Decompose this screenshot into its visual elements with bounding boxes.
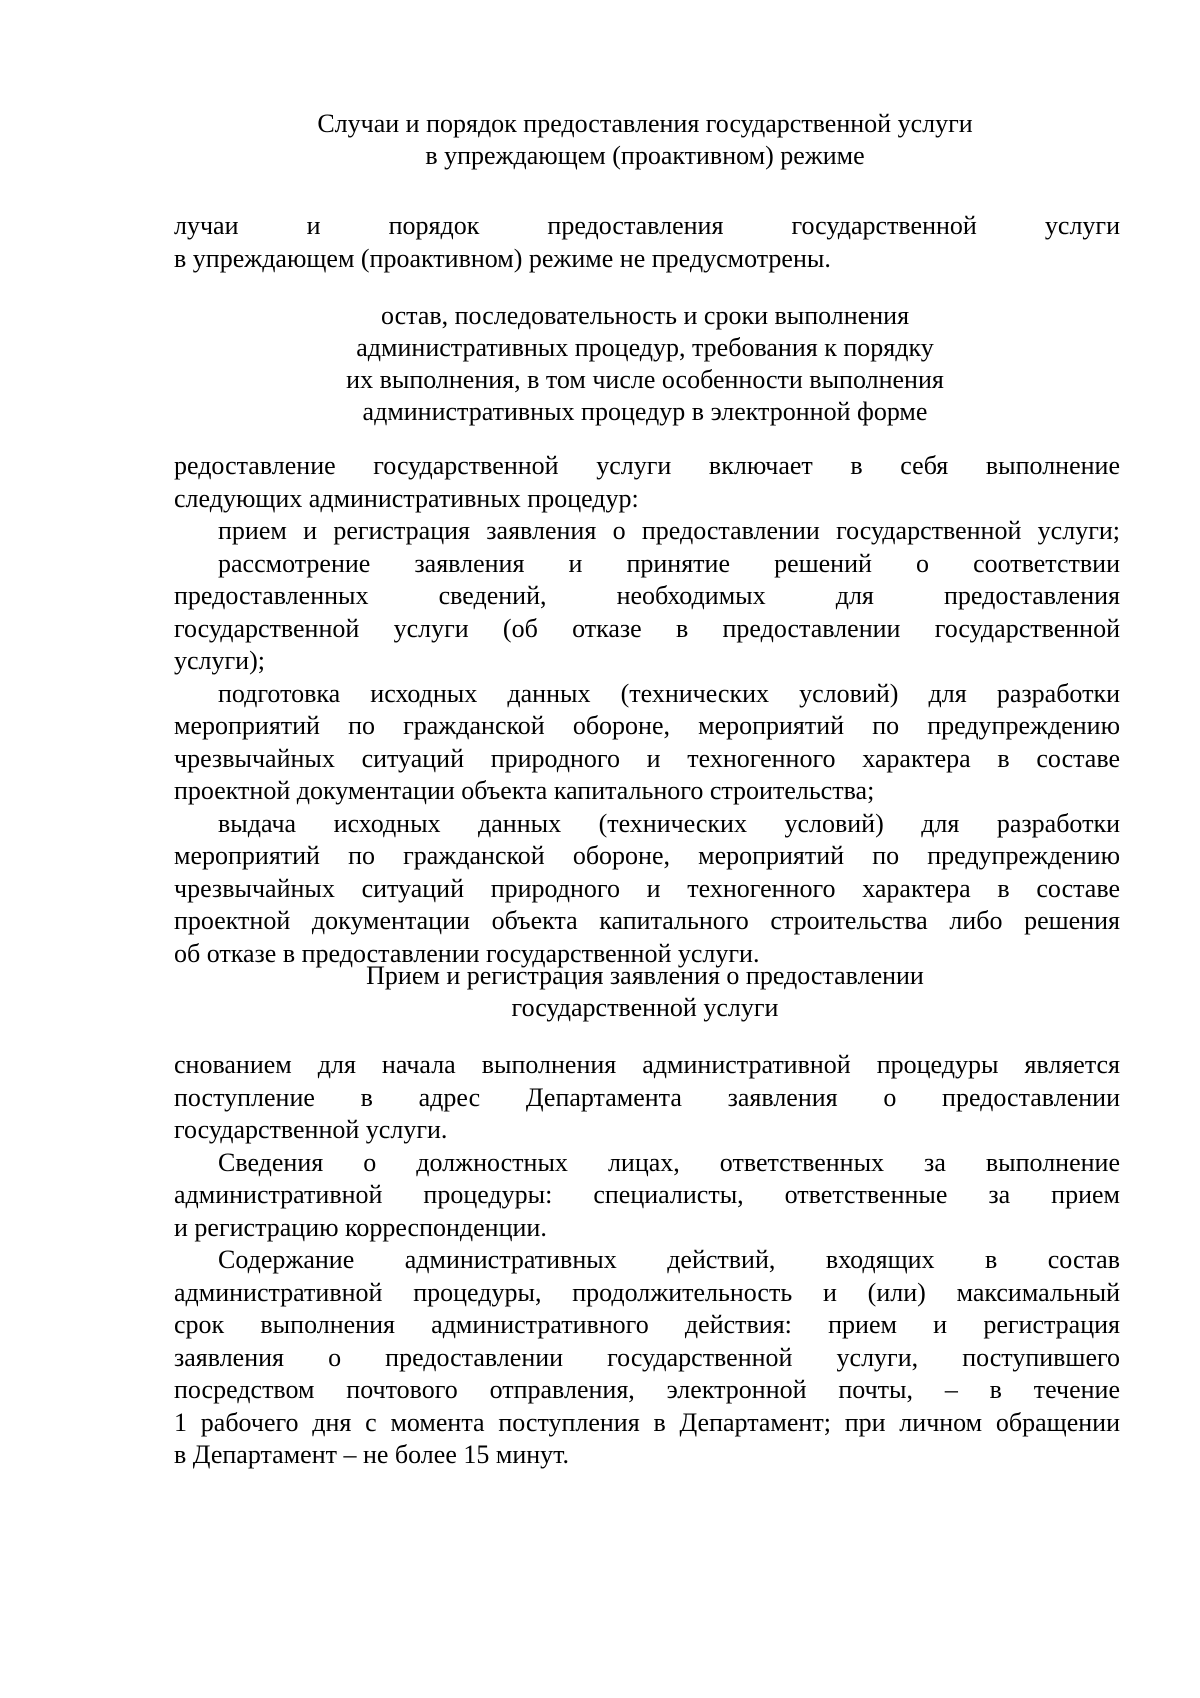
text-line: лучаи и порядок предоставления государственной услуги [174,211,1120,240]
text-line: выдача исходных данных (технических условий) для разработки [218,808,1120,838]
text-line: административной процедуры, продолжительность и (или) максимальный [174,1277,1120,1307]
text-line: заявления о предоставлении государственной услуги, поступившего [174,1342,1120,1372]
heading-line: государственной услуги [511,993,779,1022]
text-line: 1 рабочего дня с момента поступления в Департамент; при личном обращении [174,1407,1120,1437]
text-line: услуги); [174,646,265,675]
heading-line: Прием и регистрация заявления о предоставлении [366,961,924,990]
text-line: следующих административных процедур: [174,483,639,513]
text-line: административной процедуры: специалисты, ответственные за прием [174,1180,1120,1209]
paragraph-registration-details [174,1049,1120,1472]
text-line: Содержание административных действий, входящих в состав [218,1245,1120,1274]
text-line: в упреждающем (проактивном) режиме не предусмотрены. [174,243,831,273]
text-line: посредством почтового отправления, электронной почты, – в течение [174,1375,1120,1404]
text-line: снованием для начала выполнения административной процедуры является [174,1050,1120,1079]
text-line: и регистрацию корреспонденции. [174,1212,547,1242]
text-line: государственной услуги (об отказе в предоставлении государственной [174,613,1120,643]
text-line: рассмотрение заявления и принятие решений о соответствии [218,548,1120,578]
text-line: подготовка исходных данных (технических условий) для разработки [218,678,1120,708]
paragraph-proactive-not-provided [174,210,1120,275]
text-line: срок выполнения административного действия: прием и регистрация [174,1310,1120,1339]
text-line: Сведения о должностных лицах, ответственных за выполнение [218,1147,1120,1177]
heading-line: в упреждающем (проактивном) режиме [425,141,865,170]
text-line: об отказе в предоставлении государственной услуги. [174,938,760,968]
text-line: прием и регистрация заявления о предоставлении государственной услуги; [218,516,1120,545]
text-line: мероприятий по гражданской обороне, мероприятий по предупреждению [174,711,1120,740]
text-line: мероприятий по гражданской обороне, мероприятий по предупреждению [174,841,1120,870]
heading-line: административных процедур в электронной форме [362,397,928,426]
heading-line: Случаи и порядок предоставления государственной услуги [317,109,973,138]
heading-procedures-composition [160,300,1130,428]
heading-proactive-mode [160,108,1130,172]
text-line: в Департамент – не более 15 минут. [174,1440,570,1469]
heading-line: административных процедур, требования к порядку [356,333,934,362]
heading-line: остав, последовательность и сроки выполнения [380,301,910,330]
text-line: проектной документации объекта капитального строительства; [174,776,875,805]
text-line: редоставление государственной услуги включает в себя выполнение [174,451,1120,480]
text-line: чрезвычайных ситуаций природного и техногенного характера в составе [174,873,1120,903]
text-line: поступление в адрес Департамента заявления о предоставлении [174,1082,1120,1112]
heading-line: их выполнения, в том числе особенности выполнения [346,365,944,394]
text-line: проектной документации объекта капитального строительства либо решения [174,906,1120,935]
text-line: чрезвычайных ситуаций природного и техногенного характера в составе [174,743,1120,773]
text-line: предоставленных сведений, необходимых для предоставления [174,581,1120,610]
heading-application-registration [160,960,1130,1024]
paragraph-procedures-list [174,450,1120,970]
text-line: государственной услуги. [174,1115,448,1144]
